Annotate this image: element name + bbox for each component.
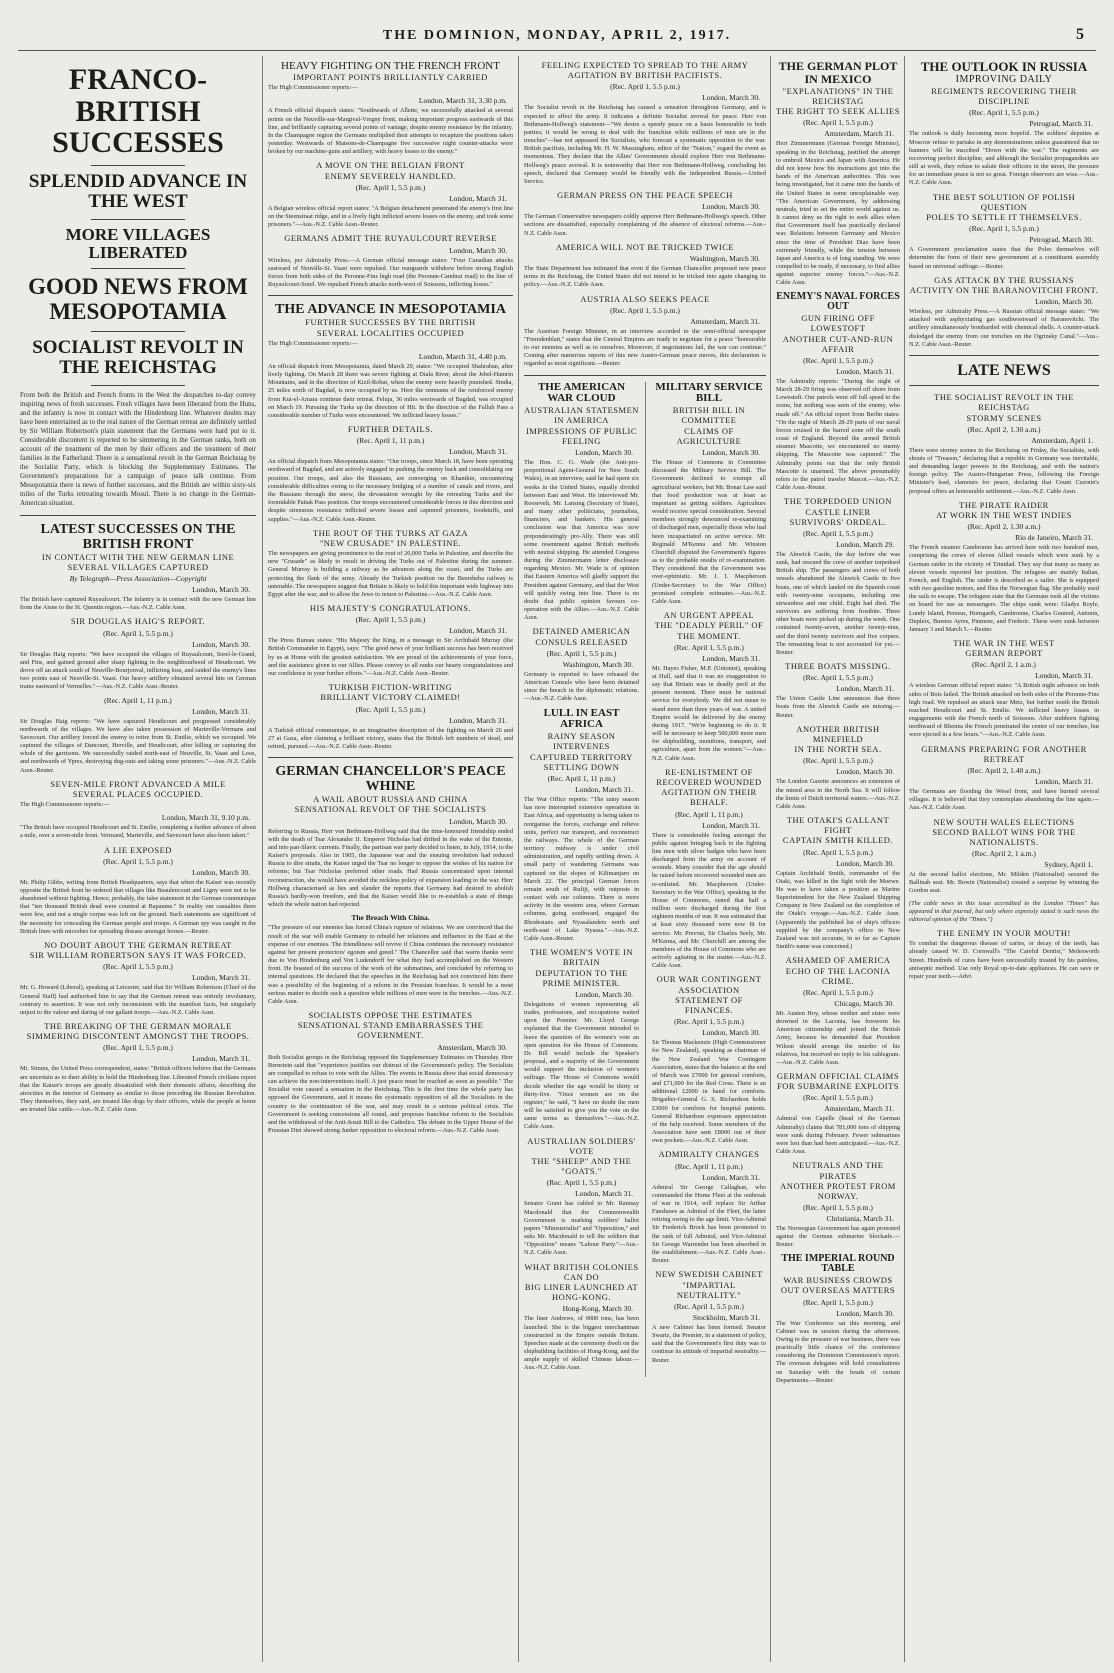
received-time: (Rec. April 2, 1.40 a.m.)	[967, 766, 1041, 775]
subhead: AUSTRALIAN SOLDIERS' VOTE	[527, 1135, 636, 1156]
subhead: IN THE NORTH SEA.	[794, 744, 882, 755]
subhead: THE ENEMY IN YOUR MOUTH!	[937, 928, 1071, 939]
dateline: Christiania, March 31.	[826, 1214, 894, 1224]
divider	[91, 331, 185, 332]
subhead: THE RIGHT TO SEEK ALLIES	[776, 106, 900, 117]
subhead: SEVERAL PLACES OCCUPIED.	[72, 788, 204, 799]
subhead: SURVIVORS' ORDEAL.	[789, 516, 887, 527]
dateline: London, March 31, 9.10 p.m.	[161, 813, 250, 823]
column-1	[20, 56, 256, 1662]
dateline: Amsterdam, March 31.	[824, 1104, 894, 1114]
subhead: RAINY SEASON INTERVENES	[547, 731, 616, 752]
subhead: IMPORTANT POINTS BRILLIANTLY CARRIED	[293, 72, 488, 83]
received-time: (Rec. April 2, 1.30 a.m.)	[967, 522, 1041, 532]
divider	[909, 355, 1099, 356]
dateline: London, March 31.	[192, 706, 250, 716]
subhead: AMERICA WILL NOT BE TRICKED TWICE	[555, 241, 735, 252]
subhead: THE BEST SOLUTION OF POLISH QUESTION	[932, 191, 1076, 212]
article-text: A French official dispatch states: "Southwards of Allette, we successfully attacked at several points on the Neuville-sur-Margival-Vregny front, making important progress eastwards of this line, and brilliantly capturing several points of vantage, despite enemy resistance by the infantry. In the Champagne region the Germans multiplied their attempts to recapture the positions taken yesterday. Westwards of Maisons-de-Champagne five successive night counter-attacks were broken by our machine-guns and artillery, with heavy losses to the enemy."	[268, 107, 513, 156]
masthead-title: THE DOMINION, MONDAY, APRIL 2, 1917.	[382, 28, 732, 43]
subhead: DETAINED AMERICAN CONSULS RELEASED	[532, 626, 631, 647]
dateline: Chicago, March 30.	[834, 998, 894, 1008]
article-text: At the second ballot elections, Mr. Milden (Nationalist) secured the Ballinah seat. Mr. Bowin (Nationalist) created a surprise by winning the Gordon seat.	[909, 871, 1099, 895]
headline-mesopotamia: GOOD NEWS FROM MESOPOTAMIA	[28, 274, 248, 325]
dateline: Sydney, April 1.	[1044, 860, 1093, 870]
subhead: SEVERAL LOCALITIES OCCUPIED	[316, 327, 465, 338]
article-text: Delegations of women representing all trades, professions, and occupations waited upon the Premier. Mr. Lloyd George explained that the Government intended to leave the question of the women's vote an open question for the House of Commons. Dr. Bill would include the Speaker's proposal, and a majority of the Government would support the inclusion of women's suffrage. The House of Commons would decide whether the age would be thirty or thirty-five. "Once women are on the register," he said, "I have no doubt the men will be satisfied to give you the vote on the same terms as themselves."—Aus.-N.Z. Cable Assn.	[524, 1000, 639, 1131]
dateline: London, March 31.	[192, 973, 250, 983]
subhead: ANOTHER BRITISH MINEFIELD	[796, 723, 880, 744]
subhead: OUR WAR CONTINGENT ASSOCIATION	[656, 974, 762, 995]
subhead: GERMAN OFFICIAL CLAIMS FOR SUBMARINE EXPLOITS	[776, 1071, 900, 1092]
received-time: (Rec. April 1, 5.5 p.m.)	[803, 756, 873, 766]
article-text: A Belgian wireless official report states: "A Belgian detachment penetrated the enemy's first line on the Steenstraat ridge, and in a lively fight inflicted severe losses on the enemy, and took some prisoners."—Aus.-N.Z. Cable Assn.-Reuter.	[268, 204, 513, 229]
subhead: GUN FIRING OFF LOWESTOFT	[801, 313, 875, 334]
subhead: SEVERAL VILLAGES CAPTURED	[67, 561, 209, 572]
received-time: (Rec. April 1, 5.5 p.m.)	[103, 962, 173, 972]
article-text: Admiral von Capelle (head of the German Admiralty) claims that 781,000 tons of shipping were sunk during February. Fewer submarines were lost than had been anticipated.—Aus.-N.Z. Cable Assn.	[776, 1115, 900, 1156]
subhead: BIG LINER LAUNCHED AT HONG-KONG.	[524, 1281, 639, 1303]
subhead: CAPTAIN SMITH KILLED.	[782, 835, 894, 846]
subhead: WAR BUSINESS CROWDS OUT OVERSEAS MATTERS	[780, 1275, 896, 1296]
article-text: The liner Andrews, of 9000 tons, has been launched. She is the biggest merchantman constructed in the Empire outside Britain. Speeches made at the ceremony dwelt on the shipbuilding facilities of Hong-Kong, and the ample supply of skilled Chinese labour.—Aus.-N.Z. Cable Assn.	[524, 1315, 639, 1372]
article-text: The London Gazette announces an extension of the mined area in the North Sea. It will follow the limits of Dutch territorial waters.—Aus.-N.Z. Cable Assn.	[776, 778, 900, 810]
headline-late-news: LATE NEWS	[957, 361, 1051, 379]
divider	[20, 515, 256, 516]
article-text: The High Commissioner reports:—	[268, 339, 358, 347]
subhead: FURTHER SUCCESSES BY THE BRITISH	[305, 317, 476, 328]
subhead: AGITATION ON THEIR BEHALF.	[661, 787, 757, 808]
headline-chancellor-peace: GERMAN CHANCELLOR'S PEACE WHINE	[275, 764, 506, 795]
received-time: (Rec. April 1, 5.5 p.m.)	[674, 1301, 744, 1311]
subhead: SOCIALISTS OPPOSE THE ESTIMATES	[308, 1010, 473, 1021]
received-time: (Rec. April 1, 5.5 p.m.)	[803, 355, 873, 365]
article-text: Mr. Hayes Fisher, M.P. (Unionist), speaking at Hull, said that it was no exaggeration to say that Britain was in deadly peril at the present moment. There must be national service for everybody. We did not mean to stand more than three years of war. A united Empire would be delivered by the enemy during 1917. "We're beginning to do it. It will be necessary to keep 500,000 more men for shipbuilding, munitions, transport, and agriculture, apart from the women."—Aus.-N.Z. Cable Assn.	[651, 664, 766, 762]
subhead: ECHO OF THE LACONIA CRIME.	[785, 965, 891, 986]
dateline: London, March 31.	[702, 1172, 760, 1182]
page-number: 5	[1076, 26, 1086, 43]
dateline: London, March 30.	[192, 867, 250, 877]
dateline: London, March 30.	[449, 816, 507, 826]
masthead-rule	[18, 50, 1096, 51]
article-text: The Germans are flooding the Wesel front, and have burned several villages. It is believed that they contemplate abandoning the line again.—Aus.-N.Z. Cable Assn.	[909, 788, 1099, 812]
subhead: AN URGENT APPEAL	[663, 610, 755, 621]
article-text: The French steamer Cambronne has arrived here with two hundred men, comprising the crews of eleven Allied vessels which were sunk by a German raider in the vicinity of Trinidad. They say that many as many as eleven vessels reported her position. The refugees are mainly Italian, French, and English. The raider is described as a sailer. She is equipped with two gasoline motors, and flies the Norwegian flag. She probably used the sails to escape. The refugees state that the Germans took all the victims on board for use as messengers. The ships sunk were: Gladys Royle, Lundy Island, Perseus, Horngarth, Cambronne, Charles Gounod, Antonin, Dupleix, Buenos Ayres, Pinmore, and Frederic. These were sunk between January 3 and March 5.—Reuter.	[909, 544, 1099, 633]
dateline: London, March 31, 4.40 p.m.	[418, 351, 507, 361]
column-3	[524, 56, 766, 1662]
subhead: THE TORPEDOED UNION CASTLE LINER	[784, 496, 892, 517]
article-text: Wireless, per Admiralty Press.—A Russian official message states: "We attacked with asphyxiating gas southwestward of Baranovitchi. The artillery simultaneously bombarded with chemical shells. A counter-attack dislodged the enemy from our trenches on the Ogrinsky Canal."—Aus.-N.Z. Cable Assn.-Reuter.	[909, 308, 1099, 348]
dateline: Washington, March 30.	[689, 253, 760, 263]
subhead: WHAT BRITISH COLONIES CAN DO	[524, 1261, 639, 1282]
subhead: CLAIMS OF AGRICULTURE	[676, 425, 742, 446]
article-text: The outlook is daily becoming more hopeful. The soldiers' deputies at Moscow refuse to partake in any demonstrations unless guaranteed that no banners will be inscribed "Down with the war." The regiments are recovering perfect discipline, and although the Socialist propagandists are still at work, they refuse to salute their officers in the street, the pressure for an immediate peace is not so great. Foreign observers are wise.—Aus.-N.Z. Cable Assn.	[909, 130, 1099, 187]
article-text: Herr Zimmermann (German Foreign Minister), speaking in the Reichstag, justified the attempt to embroil Mexico and Japan with America. He did not know how his instructions got into the hands of the American authorities. This was being investigated, but it came into the hands of the United States in some unexplainable way. "The American Government, by addressing neutrals, tried to set the entire world against us. It cannot deny us the right to seek allies when that Government itself has practically declared war. Relations between Germany and Mexico since the time of President Diaz have been extremely friendly, while the tension between Japan and America is of long standing. We were compelled to be ready, if necessary, to find allies against superior enemy forces."—Aus.-N.Z. Cable Assn.	[776, 140, 900, 287]
dateline: London, March 30.	[702, 1028, 760, 1038]
subhead: AT WORK IN THE WEST INDIES	[936, 509, 1072, 520]
headline-imperial-round-table: THE IMPERIAL ROUND TABLE	[781, 1252, 895, 1275]
dateline: London, March 30.	[575, 989, 633, 999]
subhead: NEUTRALS AND THE PIRATES	[792, 1160, 884, 1181]
received-time: (Rec. April 2, 1 a.m.)	[972, 660, 1036, 670]
received-time: (Rec. April 1, 11 p.m.)	[547, 774, 616, 784]
article-text: The State Department has intimated that even if the German Chancellor proposed new peace terms in the Reichstag, the United States did not intend to be tricked into again changing its policy.—Aus.-N.Z. Cable Assn.	[524, 264, 766, 289]
received-time: (Rec. April 1, 5.5 p.m.)	[103, 1043, 173, 1053]
dateline: London, March 30.	[702, 448, 760, 458]
editorial-note: (The cable news in this issue accredited to the London "Times" has appeared in that journal, but only where expressly stated is such news the editorial opinion of the "Times.")	[909, 899, 1099, 923]
subhead: "IMPARTIAL NEUTRALITY."	[676, 1279, 742, 1300]
sub-column-right	[652, 382, 766, 1377]
subhead: FURTHER DETAILS.	[347, 424, 434, 435]
masthead	[0, 28, 1114, 50]
subhead: DEPUTATION TO THE PRIME MINISTER.	[535, 967, 628, 988]
two-column-section	[524, 382, 766, 1377]
received-time: (Rec. April 1, 5.5 p.m.)	[355, 704, 426, 714]
dateline: London, March 31.	[702, 653, 760, 663]
headline-socialist-revolt: SOCIALIST REVOLT IN THE REICHSTAG	[32, 336, 244, 379]
dateline: London, March 30.	[192, 585, 250, 595]
column-divider	[904, 56, 905, 1662]
article-text: Both Socialist groups in the Reichstag opposed the Supplementary Estimates on Thursday. Herr Bernstein said that "experience justifies our distrust of the Government's policy. The Socialists are compelled to refuse to vote with the Allies. The events in Russia show that social democracy can achieve the non-interventions itself. A just peace must be reached as soon as possible." The Socialist vote caused a sensation in the Reichstag. This is the first time the whole party has opposed the Government, and it means the systematic opposition of all the Socialists in the country to the continuation of the war, and may result in a serious political crisis. The Government is seeking concessions all round, and proposes franchise reform to the Socialists and the withdrawal of the Anti-Jesuit Bill to the Catholics. The debate in the Upper House of the Prussian Diet showed strong Junker opposition to electoral reform.—Aus.-N.Z. Cable Assn.	[268, 1053, 513, 1135]
article-text: Germany is reported to have released the American Consuls who have been detained since the breach in the diplomatic relations.—Aus.-N.Z. Cable Assn.	[524, 670, 639, 703]
subhead: A MOVE ON THE BELGIAN FRONT	[316, 160, 465, 171]
subhead: SIR DOUGLAS HAIG'S REPORT.	[70, 616, 206, 627]
dateline: London, March 31.	[836, 684, 894, 694]
headline-naval-forces: ENEMY'S NAVAL FORCES OUT	[776, 290, 900, 313]
article-text: The House of Commons in Committee discussed the Military Service Bill. The Government declined to exempt all agricultural workers, but Mr. Bonar Law said that food production was at least as important as getting soldiers. Agriculture would receive special consideration. Several members strongly denounced re-examining of discharged men, especially those who had been incapacitated on active service. Mr. Reginald M'Kenna and Mr. Winston Churchill disputed the Government's figures as to the probable results of re-examination. They considered that the Government was over-optimistic. Mr. J. I. Macpherson (Under-Secretary to the War Office) promised complete estimates.—Aus.-N.Z. Cable Assn.	[651, 459, 766, 605]
dateline: London, March 31.	[836, 366, 894, 376]
headline-latest-successes: LATEST SUCCESSES ON THE BRITISH FRONT	[40, 521, 236, 552]
headline-advance-mesopotamia: THE ADVANCE IN MESOPOTAMIA	[275, 302, 506, 318]
subhead: A WAIL ABOUT RUSSIA AND CHINA	[313, 794, 468, 805]
received-time: (Rec. April 1, 11 p.m.)	[104, 695, 172, 705]
received-time: (Rec. April 1, 5.5 p.m.)	[803, 118, 873, 128]
received-time: (Rec. April 1, 5.5 p.m.)	[610, 82, 680, 92]
subhead: AUSTRALIAN STATESMEN IN AMERICA	[524, 405, 639, 426]
column-divider	[262, 56, 263, 1662]
divider	[91, 165, 185, 166]
subhead: RE-ENLISTMENT OF RECOVERED WOUNDED	[656, 766, 762, 787]
subhead: "NEW CRUSADE" IN PALESTINE.	[319, 537, 462, 548]
article-text: A Government proclamation states that the Poles themselves will determine the form of their new government at a constituent assembly based on universal suffrage.—Reuter.	[909, 246, 1099, 270]
subhead: ANOTHER PROTEST FROM NORWAY.	[780, 1180, 896, 1201]
article-text: The newspapers are giving prominence to the rout of 20,000 Turks in Palestine, and describe the new "Crusade" as likely to result in driving the Turks out of Palestine during the summer. General Murray is building a railway as he advances along the coast, and the Turks are protecting the flank of the army. Already the Turkish position on the Beersheba railway is untenable. The newspapers suggest that Britain is likely to hold this important wide highway into Egypt after the war, and to allow the Jews to return to Palestine.—Aus.-N.Z. Cable Assn.	[268, 550, 513, 598]
article-text: Mr. Simms, the United Press correspondent, states: "British officers believe that the Germans are uncertain as to their ability to hold the Hindenburg line. Liberated French civilians report that the Kaiser's troops are greatly dissatisfied with their domestic affairs, describing the atrocities in the interior of Germany as similar to those preceding the Russian Revolution. They themselves, they said, are treated like dogs by their officers, while the people at home are treated like cattle.—Aus.-N.Z. Cable Assn.	[20, 1065, 256, 1114]
article-text: The Socialist revolt in the Reichstag has caused a sensation throughout Germany, and is expected to affect the army. It indicates a definite Socialist avowal for peace. Herr von Bethmann-Hollweg's statement—"We desire a speedy peace on a basis honourable to both parties; it would be wrong to deal with the franchise while millions of men are in the trenches"—has not appeased the Socialists, who forecast a systematic opposition to the war. British pacifists, including Mr. H. W. Massingham, editor of the "Nation," regard the event as momentous. They declare that the Allies' Governments should explore Herr von Bethmann-Hollweg's peace avowal. It is noteworthy that Herr von Bethmann-Hollweg, concluding his speech, declared that Germany would be friendly with the independent Russia.—United Service.	[524, 104, 766, 185]
article-text: A Turkish official communique, in an imaginative description of the fighting on March 26 and 27 at Gaza, after claiming a brilliant victory, states that the British left numbers of dead, and retired, pursued.—Aus.-N.Z. Cable Assn.-Reuter.	[268, 726, 513, 750]
sub-column-divider	[645, 382, 646, 1377]
received-time: (Rec. April 1, 5.5 p.m.)	[355, 182, 426, 192]
subhead: NO DOUBT ABOUT THE GERMAN RETREAT	[44, 940, 232, 950]
headline-german-plot-mexico: THE GERMAN PLOT IN MEXICO	[778, 59, 898, 86]
dateline: London, March 30.	[836, 1308, 894, 1318]
received-time: (Rec. April 1, 5.5 p.m.)	[546, 648, 617, 658]
headline-splendid-advance: SPLENDID ADVANCE IN THE WEST	[28, 170, 248, 213]
advertisement-text: To combat the dangerous disease of caries, or decay of the teeth, has already caused W. D. Cornwall's "The Careful Dentist," Molesworth Street. Hundreds of cures have been successfully treated by his painless, antiseptic method. Use only Royal up-to-date appliances. He can save or repair your teeth.—Advt.	[909, 940, 1099, 980]
subhead: STORMY SCENES	[966, 412, 1042, 423]
received-time: (Rec. April 1, 5.5 p.m.)	[610, 305, 680, 315]
subhead: AGITATION BY BRITISH PACIFISTS.	[567, 70, 723, 81]
subhead: GERMANS PREPARING FOR ANOTHER RETREAT	[921, 743, 1087, 764]
dateline: London, March 30.	[192, 639, 250, 649]
subhead: The Breach With China.	[351, 913, 430, 923]
dateline: London, March 31.	[702, 820, 760, 830]
subhead: A LIE EXPOSED	[104, 844, 172, 855]
article-text: The British have captured Ruyaulcourt. The infantry is in contact with the new German line from the Aisne to the St. Quentin region.—Aus.-N.Z. Cable Assn.	[20, 596, 256, 612]
dateline: London, March 30.	[1035, 297, 1093, 307]
received-time: (Rec. April 2, 1 a.m.)	[972, 849, 1036, 859]
subhead: CAPTURED TERRITORY SETTLING DOWN	[530, 751, 633, 772]
article-text: Mr. G. Howard (Liberal), speaking at Leicester, said that Sir William Robertson (Chief of the General Staff) had authorised him to say that the German retreat was entirely involuntary, contrary to assertion. It was not only inconsistent with the manifest facts, but singularly unjust to the valour and daring of our gallant troops.—Aus.-N.Z. Cable Assn.	[20, 984, 256, 1016]
received-time: (Rec. April 1, 11 p.m.)	[675, 1161, 743, 1171]
dateline: Amsterdam, March 30.	[437, 1042, 507, 1052]
received-time: (Rec. April 1, 5.5 p.m.)	[803, 528, 873, 538]
column-divider	[770, 56, 771, 1662]
received-time: (Rec. April 1, 5.5 p.m.)	[969, 224, 1039, 234]
received-time: (Rec. April 1, 5.5 p.m.)	[103, 628, 173, 638]
subhead: THE WOMEN'S VOTE IN BRITAIN	[529, 947, 634, 968]
article-text: The Press Bureau states: "His Majesty the King, in a message to Sir Archibald Murray (the British Commander in Egypt), says: "The good news of your brilliant success has been received by us at Home with the greatest satisfaction. We are proud of the achievements of your force, and the assistance given to our Allies. Please convey to all ranks our hearty congratulations and our confidence in your further efforts."—Aus.-N.Z. Cable Assn.-Reuter.	[268, 637, 513, 677]
article-text: A wireless German official report states: "A British night advance on both sides of Bois failed. The British attacked on both sides of the Peronne-Fins high road. We repulsed an attack near Metz, but further south the British reached Heudicourt and St. Emilie. We inflicted heavy losses in engagements with the French north of Soissons. After stubborn fighting northward of Rheims the French penetrated the centre of our trenches, but were ejected in a few hours."—Aus.-N.Z. Cable Assn.	[909, 682, 1099, 739]
divider	[268, 295, 513, 296]
dateline: London, March 31.	[575, 1189, 633, 1199]
article-text: The Admiralty reports: "During the night of March 28-29 firing was observed off shore from Lowestoft. Our patrols went off full speed to the scene, but nothing was seen of the enemy, who made off." An official report from Berlin states: "On the night of March 28-29 parts of our naval forces cruised in the barred zone off the south coast of England. Beyond the armed British steamer Mascotte, we encountered no enemy shipping. The Mascotte was captured." The Admiralty points out that the only British Mascotte is unarmed. The above presumably refers to the patrol trawler Mascot.—Aus.-N.Z. Cable Assn.-Reuter.	[776, 377, 900, 492]
article-text: Referring to Russia, Herr von Bethmann-Hollweg said that the time-honoured friendship ended with the death of Tsar Alexander II. Emperor Nicholas had drifted in the wake of the Entente, and into pan-Slavic currents. Finally, the partisan war party decided to listen, in July, 1914, to the Kaiser's proposals. Also in 1905, the Japanese war and the ensuing revolution had reduced Russia to dire straits, the Kaiser urged the Tsar no longer to oppose the wishes of his nation for reforms; but Tsar Nicholas preferred other roads. Had Russia concentrated upon internal reconstruction, she would have avoided the reckless policy of expansion leading to the war. Herr Hollweg characterised as lies and slander the reports that Germany had desired to abolish Russia's hardly-won freedom, and that the Kaiser would like to re-establish a state of things which the whole nation had rejected.	[268, 827, 513, 909]
dateline: London, March 31.	[449, 447, 507, 457]
article-text: The Norwegian Government has again protested against the German submarine blockade.—Reuter.	[776, 1225, 900, 1249]
dateline: Petrograd, March 31.	[1029, 119, 1093, 129]
subhead: NEW SOUTH WALES ELECTIONS	[933, 816, 1075, 827]
received-time: (Rec. April 1, 5.5 p.m.)	[803, 1093, 873, 1103]
subhead: IMPROVING DAILY	[955, 74, 1053, 86]
article-text: A new Cabinet has been formed. Senator Swartz, the Premier, in a statement of policy, said that the Government's first duty was to continue its attitude of impartial neutrality.—Reuter.	[651, 1323, 766, 1364]
article-text: Wireless, per Admiralty Press.—A German official message states: "Four Canadian attacks eastward of Neuville-St. Vaast were repulsed. Our rearguards withdrew before strong English forces from both sides of the Peronne-Fins high road (the Peronne-Cambrai road) to the line of Ruyaulcourt-Sorel. We repulsed French attacks north-west of Soissons, inflicting losses."	[268, 256, 513, 289]
headline-american-war-cloud: THE AMERICAN WAR CLOUD	[537, 380, 626, 405]
article-text: Captain Archibald Smith, commander of the Otaki, was killed in the fight with the Moewe. He was to have taken a position as Marine Superintendent for the New Zealand Shipping Company in New Zealand on the completion of the Otaki's voyage.—Aus.-N.Z. Cable Assn. (Apparently the published list of ship's officers supplied by the company's office in New Zealand was not accurate, in so far as Captain Smith's name was concerned.)	[776, 869, 900, 951]
headline-more-villages: MORE VILLAGES LIBERATED	[65, 224, 211, 262]
received-time: (Rec. April 1, 5.5 p.m.)	[803, 673, 873, 683]
headline-outlook-russia: THE OUTLOOK IN RUSSIA	[920, 59, 1088, 74]
subhead: IMPRESSIONS OF PUBLIC FEELING	[525, 425, 638, 446]
dateline: London, March 30.	[575, 448, 633, 458]
divider	[91, 385, 185, 386]
lead-paragraph: From both the British and French fronts in the West the despatches to-day convey inspiring news of fresh successes. Fresh villages have been liberated from the Huns, and the infantry is now in contact with the Hindenburg line. Whatever doubts may have been entertained as to the real nature of the German retreat are definitely settled by Sir William Robertson's plain statement that the Germans were hard put to it. Considerable discontent is reported to be simmering in the German ranks, both on account of the treatment of the men by their officers and the treatment of their families in the Fatherland. There is a sensational revolt in the German Reichstag by the Socialist Party, which is blocking the Supplementary Estimates. The Government's preparations for a campaign of peace talk continue. From Mesopotamia there is news of further successes, and the British are within sixty-six miles of the Turks retreating towards Mosul. There is no change in the German-American situation.	[20, 391, 256, 507]
subhead: SENSATIONAL REVOLT OF THE SOCIALISTS	[294, 804, 487, 815]
subhead: "EXPLANATIONS" IN THE REICHSTAG	[782, 85, 894, 107]
subhead: GERMANS ADMIT THE RUYAULCOURT REVERSE	[284, 233, 497, 244]
dateline: London, March 30.	[449, 245, 507, 255]
subhead: THE PIRATE RAIDER	[959, 499, 1049, 510]
dateline: London, March 31.	[449, 193, 507, 203]
received-time: (Rec. April 1, 5.5 p.m.)	[803, 987, 873, 997]
subhead: SEVEN-MILE FRONT ADVANCED A MILE	[50, 778, 226, 789]
subhead: THE BREAKING OF THE GERMAN MORALE	[44, 1021, 232, 1032]
subhead: SIMMERING DISCONTENT AMONGST THE TROOPS.	[26, 1031, 250, 1042]
dateline: London, March 30.	[702, 202, 760, 212]
subhead: TURKISH FICTION-WRITING	[328, 682, 453, 693]
article-text: Sir Douglas Haig reports: "We have occupied the villages of Ruyaulcourt, Sorel-le-Grand, and Fins, and gained ground after sharp fighting in the neighbourhood of Heudicourt. We drove off an attack south of Neuville-Bourjonval, inflicting loss, and raided the enemy's lines two points east of Neuville-St. Vaast. Our heavy artillery obtained several hits on German trains eastward of Vermelles."—Aus.-N.Z. Cable Assn.-Reuter.	[20, 650, 256, 691]
subhead: GAS ATTACK BY THE RUSSIANS	[934, 274, 1074, 285]
subhead: THE "DEADLY PERIL" OF THE MOMENT.	[654, 620, 764, 641]
column-2	[268, 56, 513, 1662]
subhead: POLES TO SETTLE IT THEMSELVES.	[926, 211, 1082, 222]
dateline: Amsterdam, March 31.	[690, 316, 760, 326]
headline-military-service: MILITARY SERVICE BILL	[655, 380, 763, 405]
received-time: (Rec. April 1, 5.5 p.m.)	[803, 1203, 873, 1213]
dateline: London, March 29.	[836, 539, 894, 549]
dateline: London, March 31.	[1035, 777, 1093, 786]
dateline: Hong-Kong, March 30.	[562, 1304, 633, 1314]
subhead: THE "SHEEP" AND THE "GOATS."	[531, 1156, 632, 1177]
subhead: ACTIVITY ON THE BARANOVITCHI FRONT.	[909, 284, 1099, 295]
subhead: THREE BOATS MISSING.	[785, 661, 891, 672]
received-time: (Rec. April 1, 11 p.m.)	[675, 809, 743, 819]
divider	[909, 385, 1099, 386]
dateline: Rio de Janeiro, March 31.	[1015, 533, 1093, 543]
article-text: An official dispatch from Mesopotamia, dated March 29, states: "We occupied Shahraban, after lively fighting. On March 28 there was severe fighting at Diala River, about the Jebel-Hamrin Mountains, and in the direction of Kizil-Robat, when the enemy were heavily punished. Sindia, 25 miles north of Bagdad, is now occupied by us. Here the remnants of the reinforced enemy from Kut-el-Amara continue their retreat. Feluja, 36 miles westwards of Bagdad, was occupied on March 19. Pursuing the Turks up the direction of Hit. In the direction of the Falluh Pass a considerable number of Turks were encountered. We inflicted heavy losses."	[268, 362, 513, 419]
dateline: London, March 30.	[836, 858, 894, 868]
article-text: The High Commissioner reports:—	[268, 84, 358, 92]
received-time: (Rec. April 1, 5.5 p.m.)	[674, 1017, 744, 1027]
headline-franco-british: FRANCO-BRITISH SUCCESSES	[52, 63, 224, 159]
article-text: "The pressure of our enemies has forced China's rupture of relations. We are convinced that the result of the war will enable Germany to rebuild her relations and influence in the East at the expense of our enemies. The friendliness will revive if China continues the necessary resistance against her present protectors' egoism and greed." The Chancellor said that warm thanks were due to Von Hindenburg and Von Ludendorff for what they had accomplished on the Western front. He boasted of the success of the work of the submarines, and concluded by referring to internal questions. He declared that the speeches in the Reichstag had not convinced him there was a possibility of the beginning of a reform in the Prussian franchise. It would be a most serious matter to decide such a question while millions of men were in the trenches.—Aus.-N.Z. Cable Assn.	[268, 924, 513, 1005]
divider	[91, 219, 185, 220]
subhead: THE OTAKI'S GALLANT FIGHT	[786, 815, 890, 836]
subhead: ENEMY SEVERELY HANDLED.	[324, 170, 457, 181]
subhead: ANOTHER CUT-AND-RUN AFFAIR	[782, 333, 894, 354]
subhead: THE ROUT OF THE TURKS AT GAZA	[312, 527, 469, 538]
byline: By Telegraph—Press Association—Copyright	[69, 574, 207, 584]
subhead: ASHAMED OF AMERICA	[785, 955, 891, 966]
article-text: There were stormy scenes in the Reichstag on Friday, the Socialists, with shouts of "Treason," declaring that a republic in Germany was inevitable, and demanding larger powers in the Reichstag, and with the nation's foreign policy. The Austro-Hungarian Press, following the Foreign Minister's lead, clamours for peace, declaring that Count Czernin's proposal offers an honourable settlement.—Aus.-N.Z. Cable Assn.	[909, 446, 1099, 495]
article-text: Admiral Sir George Callaghan, who commanded the Home Fleet at the outbreak of war in 1914, will replace Sir Arthur Fanshawe as Admiral of the Fleet, the latter retiring owing to the age limit. Vice-Admiral Sir Frederick Brock has been promoted to the rank of full Admiral, and Vice-Admiral Sir George Warrender has been absorbed in the establishment.—Aus.-N.Z. Cable Assn.-Reuter.	[651, 1183, 766, 1265]
dateline: London, March 31, 3.30 p.m.	[418, 96, 507, 106]
subhead: SENSATIONAL STAND EMBARRASSES THE GOVERNMENT.	[297, 1020, 484, 1041]
subhead: AUSTRIA ALSO SEEKS PEACE	[580, 293, 710, 304]
received-time: (Rec. April 1, 11 p.m.)	[356, 436, 425, 446]
subhead: GERMAN REPORT	[965, 648, 1043, 659]
article-text: Mr. Austen Hoy, whose mother and sister were drowned in the Laconia, has forsworn his American citizenship and joined the British Army, because he demanded that President Wilson should avenge the murder of his relatives, but received no reply to his cablegram.—Aus.-N.Z. Cable Assn.	[776, 1009, 900, 1066]
dateline: London, March 31.	[575, 785, 633, 795]
article-text: The Hon. C. G. Wade (the Anti-pro-proportional Agent-General for New South Wales), in an interview, said he had spent six weeks in the United States, equally divided between East and West. He interviewed Mr. Roosevelt, Mr. Lansing (Secretary of State), and many other politicians, journalists, financiers, and bankers. His general conclusion was that America was now preponderatingly pro-Ally. There was still some resentment against British methods with neutral shipping. He attended Congress during the Zimmermann letter disclosure regarding Mexico. Mr. Wade is of opinion that Eastern America will gladly support the President against Germany, and that the West will quickly swing into line. There is no doubt that public opinion favours co-operation with the Allies.—Aus.-N.Z. Cable Assn.	[524, 459, 639, 622]
received-time: (Rec. April 1, 5.5 p.m.)	[969, 108, 1039, 118]
column-5	[909, 56, 1099, 1662]
dateline: London, March 31.	[192, 1054, 250, 1064]
subhead: BRITISH BILL IN COMMITTEE	[672, 405, 746, 426]
article-text: Sir Thomas Mackenzie (High Commissioner for New Zealand), speaking as chairman of the New Zealand War Contingent Association, states that the balance at the end of March was £7000 for general comforts, and £71,000 for the Red Cross. There is an additional £2000 in hand for comforts. Brigadier-General G. S. Richardson holds £3000 for comforts for hospital patients. General Richardson expresses appreciation of the help received. Some members of the Association have sent £8000 out of their own pockets.—Aus.-N.Z. Cable Assn.	[651, 1039, 766, 1145]
subhead: NEW SWEDISH CABINET	[655, 1269, 763, 1280]
received-time: (Rec. April 1, 5.5 p.m.)	[103, 856, 173, 866]
article-text: The War Conference sat this morning, and Cabinet was in session during the afternoon. Owing to the pressure of war business, there was practically little chance of the conference considering the Dominion Commission's report. The overseas delegates will hold consultations on Saturday with the heads of certain Departments.—Reuter.	[776, 1319, 900, 1384]
received-time: (Rec. April 2, 1.30 a.m.)	[967, 424, 1041, 434]
subhead: THE WAR IN THE WEST	[953, 638, 1055, 649]
dateline: Petrograd, March 30.	[1029, 235, 1093, 245]
subhead: FEELING EXPECTED TO SPREAD TO THE ARMY	[541, 60, 749, 70]
dateline: Amsterdam, April 1.	[1031, 435, 1093, 445]
dateline: London, March 30.	[702, 93, 760, 103]
dateline: Stockholm, March 31.	[692, 1312, 760, 1322]
subhead: REGIMENTS RECOVERING THEIR DISCIPLINE	[931, 86, 1077, 107]
article-text: Sir Douglas Haig reports: "We have captured Heudicourt and progressed considerably northwards of the villages. We have also taken possession of Marteville-Vermans and Savecourt. Our artillery forced the enemy to retire from St. Emilie, which we occupied. We captured the villages of Dancourt, Herville, and Heudicourt, after killing or capturing the whole of the garrisons. We successfully raided north-east of Neuville, St. Vaast and Loos, and northwards of Ypres, destroying dug-outs and taking some prisoners."—Aus.-N.Z. Cable Assn.-Reuter.	[20, 717, 256, 774]
subhead: THE SOCIALIST REVOLT IN THE REICHSTAG	[934, 392, 1074, 413]
article-text: The Union Castle Line announces that three boats from the Alnwick Castle are missing.—Reuter.	[776, 695, 900, 719]
divider	[268, 757, 513, 758]
received-time: (Rec. April 1, 5.5 p.m.)	[546, 1178, 617, 1188]
headline-french-front: HEAVY FIGHTING ON THE FRENCH FRONT	[281, 60, 500, 72]
divider	[524, 375, 766, 376]
article-text: The High Commissioner reports:—	[20, 801, 110, 809]
article-text: The Austrian Foreign Minister, in an interview accorded to the semi-official newspaper "Fremdenblatt," states that the Central Empires are ready to negotiate for a peace "honourable to our enemies as well as to ourselves. Moreover, if negotiations fail, the war can continue." Coming after numerous reports of this new Austro-German peace moves, this declaration is regarded as most significant.—Reuter.	[524, 327, 766, 368]
subhead: STATEMENT OF FINANCES.	[675, 994, 743, 1015]
column-divider	[518, 56, 519, 1662]
received-time: (Rec. April 1, 5.5 p.m.)	[803, 1297, 873, 1307]
article-text: Mr. Philip Gibbs, writing from British Headquarters, says that when the Kaiser was recently opposite the British front he ordered that villages like Beaulencourt and Ligny were not to be abandoned without fighting. Hence, probably, the false statement in the German communique that "ten thousand British dead were counted at Bapaume." In reality our casualties there were few, and not a single corpse was left on the ground. Such statements are significant of the necessity for concealing the German people and troops. A German spy was caught in the British lines with microbes for spreading disease amongst horses.—Reuter.	[20, 878, 256, 935]
received-time: (Rec. April 1, 5.5 p.m.)	[803, 847, 873, 857]
received-time: (Rec. April 1, 5.5 p.m.)	[355, 615, 426, 625]
headline-east-africa: LULL IN EAST AFRICA	[543, 706, 620, 731]
subhead: IN CONTACT WITH THE NEW GERMAN LINE	[41, 551, 235, 562]
article-text: The Alnwick Castle, the day before she was sunk, had rescued the crew of another torpedoed British ship. The passengers and crews of both vessels abandoned the Alnwick Castle in five boats, one of which landed on the Spanish coast with twenty-nine occupants, including one stewardess and one child. Eight had died. The survivors are suffering from frostbite. Three other boats were picked up during the week. One contained twenty-seven, another twenty-nine, and the third twenty survivors and five corpses. The remaining boat is not accounted for yet.—Reuter.	[776, 550, 900, 656]
article-text: The War Office reports: "The rainy season has now interrupted extensive operations in East Africa, and opportunity is being taken to reorganise the forces, exchange and relieve units, perfect our transport, and reconstruct the railways. The whole of the German territory midway is under civil administration, and rapidly settling down. A small party of wandering Germans was captured on the slopes of Kilimanjaro on March 22. The principal German forces remain south of Rufiji, with outposts in contact with our columns. There is more activity in the western area, where German columns, going southward, engaged the Rhodesians and Nyasalanders north and north-east of Lake Nyassa."—Aus.-N.Z. Cable Assn.-Reuter.	[524, 796, 639, 942]
dateline: London, March 31.	[449, 626, 507, 636]
article-text: There is considerable feeling amongst the public against bringing back to the fighting line men with silver badges who have been discharged from the army on account of wounds. Many consider that the age should be raised before recovered wounded men are re-enlisted. Mr. Macpherson (Under-Secretary to the War Office), speaking in the House of Commons, stated that half a million were discharged during the first eighteen months of war. It was estimated that at least sixty thousand were now fit for service. Mr. Prevost, Sir Charles Seely, Mr. M'Kenna, and Mr. Churchill are among the members of the House of Commons who are actively agitating in the matter.—Aus.-N.Z. Cable Assn.	[651, 831, 766, 970]
subhead: GERMAN PRESS ON THE PEACE SPEECH	[557, 190, 733, 201]
dateline: London, March 31.	[449, 715, 507, 725]
dateline: London, March 31.	[1035, 671, 1093, 681]
divider	[91, 268, 185, 269]
article-text: An official dispatch from Mesopotamia states: "Our troops, since March 18, have been operating northward of Bagdad, and are actively engaged in pushing the enemy back and consolidating our position. Our troops, and also the Russians, are converging on Khanikin, encountering considerable difficulties owing to the necessary bridging of a number of canals and rivers, and the Russians through the snow, the devastation wrought by the retreating Turks and the formidable Paitak Pass position. Our troops encountered considerable forces in this direction and despite strenuous resistance inflicted severe losses and captured prisoners, foodstuffs, and supplies."—Aus.-N.Z. Cable Assn.-Reuter.	[268, 458, 513, 523]
subhead: SIR WILLIAM ROBERTSON SAYS IT WAS FORCED.	[29, 950, 247, 961]
subhead: BRILLIANT VICTORY CLAIMED!	[320, 692, 461, 703]
received-time: (Rec. April 1, 5.5 p.m.)	[674, 642, 744, 652]
column-4	[776, 56, 900, 1662]
sub-column-left	[524, 382, 639, 1377]
subhead: SECOND BALLOT WINS FOR THE NATIONALISTS.	[932, 826, 1076, 847]
dateline: London, March 30.	[836, 767, 894, 777]
subhead: HIS MAJESTY'S CONGRATULATIONS.	[309, 603, 472, 614]
article-text: Senator Grant has cabled to Mr. Ramsay Macdonald that the Commonwealth Government is marking soldiers' ballot papers "Ministerialist" and "Opposition," and asks Mr. Macdonald to tell the soldiers that "Opposition" means "Labour Party."—Aus.-N.Z. Cable Assn.	[524, 1200, 639, 1257]
article-text: "The British have occupied Heudicourt and St. Emilie, completing a further advance of about a mile, over a seven-mile front. Vermand, Marteville, and Savecourt have also been taken."	[20, 824, 256, 840]
subhead: ADMIRALTY CHANGES	[658, 1149, 760, 1160]
dateline: Washington, March 30.	[562, 659, 633, 669]
dateline: Amsterdam, March 31.	[824, 129, 894, 139]
article-text: The German Conservative newspapers coldly approve Herr Bethmann-Hollweg's speech. Other sections are dissatisfied, especially complaining of the absence of electoral reforms.—Aus.-N.Z. Cable Assn.	[524, 213, 766, 237]
